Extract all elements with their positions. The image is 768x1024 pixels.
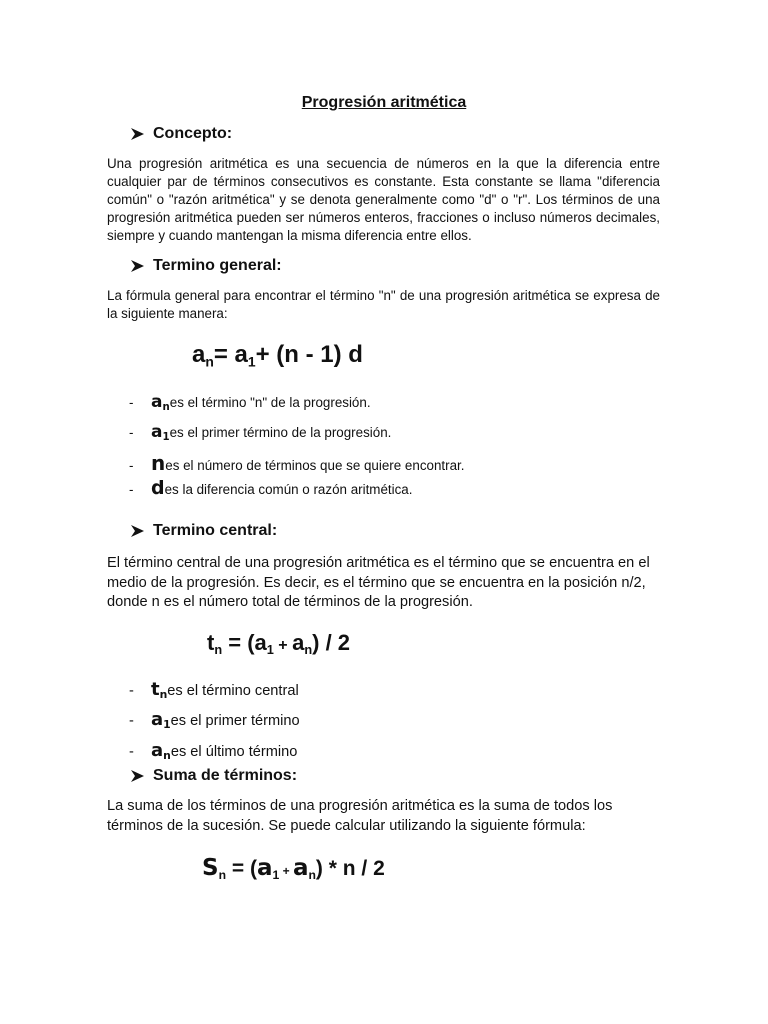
list-item: - $a_1$ es el primer término (129, 709, 300, 732)
paragraph-suma: La suma de los términos de una progresión aritmética es la suma de todos los términos de la sucesión. Se puede calcular utilizando la siguiente fórmula: (107, 798, 613, 834)
arrow-bullet-icon (130, 259, 145, 273)
formula-suma: $S_n = (a_1 + a_n) * n / 2$ (202, 855, 385, 882)
list-item: - d es la diferencia común o razón aritmética. (129, 477, 413, 499)
formula-termino-central: $t_n = (a_1 + a_n) / 2$ (207, 630, 351, 658)
heading-suma (130, 767, 297, 785)
paragraph-termino-general: La fórmula general para encontrar el término "n" de una progresión aritmética se expresa de la siguiente manera: (107, 288, 660, 321)
list-item: - $a_n$ es el término "n" de la progresión. (129, 392, 371, 414)
paragraph-termino-central: El término central de una progresión aritmética es el término que se encuentra en el medio de la progresión. Es decir, es el término que se encuentra en la posición n/2, donde n es el número total de términos de la progresión. (107, 555, 650, 610)
paragraph-concepto: Una progresión aritmética es una secuencia de números en la que la diferencia entre cualquier par de términos consecutivos es constante. Esta constante se llama "diferencia común" o "razón aritmética" y se denota generalmente como "d" o "r". Los términos de una progresión aritmética pueden ser números enteros, fracciones o incluso números decimales, siempre y cuando mantengan la misma diferencia entre ellos. (107, 156, 660, 243)
formula-termino-general: $a_n= a_1+ (n - 1)$ d (192, 341, 363, 370)
heading-termino-central-text: Termino central: (153, 522, 278, 539)
list-item: - $a_n$ es el último término (129, 740, 298, 763)
heading-concepto (130, 125, 232, 143)
list-item: - n es el número de términos que se quiere encontrar. (129, 451, 465, 475)
heading-termino-general-text: Termino general: (153, 257, 282, 274)
arrow-bullet-icon (130, 769, 145, 783)
heading-suma-text: Suma de términos: (153, 767, 298, 784)
page-title: Progresión aritmética (301, 94, 467, 111)
list-item: - $t_n$ es el término central (129, 679, 299, 702)
heading-concepto-text: Concepto: (153, 125, 233, 142)
list-item: - $a_1$ es el primer término de la progresión. (129, 422, 392, 444)
arrow-bullet-icon (130, 524, 145, 538)
arrow-bullet-icon (130, 127, 145, 141)
heading-termino-general (130, 257, 282, 275)
heading-termino-central (130, 522, 277, 540)
